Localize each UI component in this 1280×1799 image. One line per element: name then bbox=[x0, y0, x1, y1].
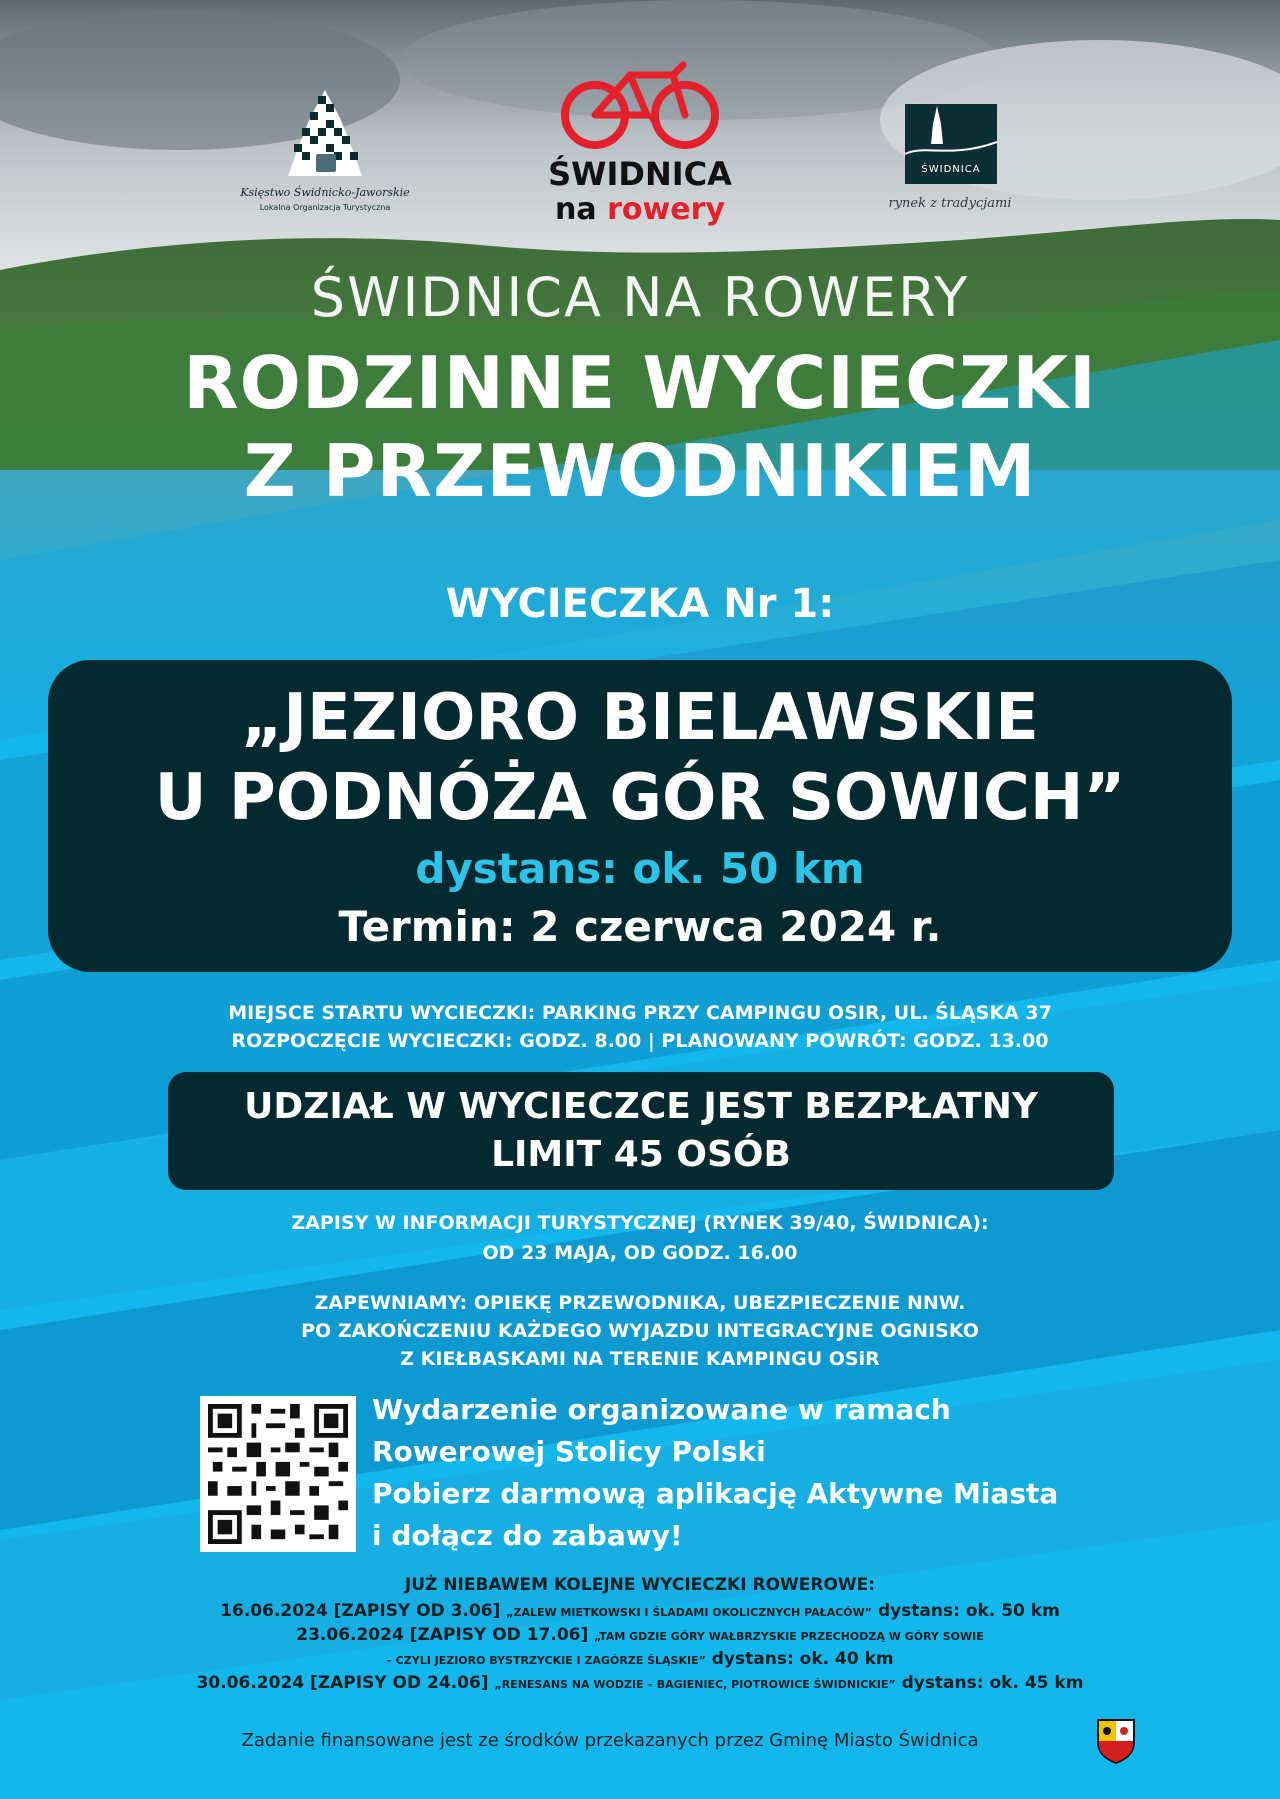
trip-title-line1: „JEZIORO BIELAWSKIE bbox=[241, 681, 1039, 755]
guarantee-line2: PO ZAKOŃCZENIU KAŻDEGO WYJAZDU INTEGRACYJNE OGNISKO bbox=[301, 1320, 979, 1342]
next-trip-2-route-a: „TAM GDZIE GÓRY WAŁBRZYSKIE PRZECHODZĄ W GÓRY SOWIE bbox=[594, 1630, 984, 1643]
trip-title-line2: U PODNÓŻA GÓR SOWICH” bbox=[154, 761, 1126, 835]
logo-na: na bbox=[555, 192, 597, 227]
headline-line2: RODZINNE WYCIECZKI bbox=[183, 341, 1097, 425]
trip-box bbox=[48, 660, 1232, 972]
next-trips-heading: JUŻ NIEBAWEM KOLEJNE WYCIECZKI ROWEROWE: bbox=[404, 1575, 876, 1595]
registration-date: OD 23 MAJA, OD GODZ. 16.00 bbox=[482, 1242, 798, 1264]
next-trip-1-date: 16.06.2024 [ZAPISY OD 3.06] bbox=[220, 1601, 501, 1621]
city-badge bbox=[905, 104, 997, 184]
church-tower-icon bbox=[905, 104, 997, 164]
next-trip-1 bbox=[0, 1600, 1280, 1624]
next-trip-3-date: 30.06.2024 [ZAPISY OD 24.06] bbox=[196, 1673, 489, 1693]
ksiestwo-subtitle: Lokalna Organizacja Turystyczna bbox=[259, 203, 391, 212]
headline-line1: ŚWIDNICA NA ROWERY bbox=[310, 266, 970, 329]
logo-rowery: rowery bbox=[607, 192, 725, 227]
next-trip-2-cont bbox=[0, 1648, 1280, 1672]
city-tagline: rynek z tradycjami bbox=[888, 196, 1012, 211]
qr-code-icon bbox=[208, 1404, 348, 1544]
chessboard-tower-icon bbox=[280, 88, 370, 178]
next-trip-3-route: „RENESANS NA WODZIE – BAGIENIEC, PIOTROWICE ŚWIDNICKIE” bbox=[494, 1678, 896, 1691]
next-trip-1-route: „ZALEW MIETKOWSKI I ŚLADAMI OKOLICZNYCH PAŁACÓW” bbox=[506, 1606, 873, 1619]
participation-limit: LIMIT 45 OSÓB bbox=[491, 1134, 791, 1175]
participation-box bbox=[168, 1072, 1114, 1190]
trip-number: WYCIECZKA Nr 1: bbox=[445, 581, 835, 627]
event-info-line3: Pobierz darmową aplikację Aktywne Miasta bbox=[372, 1477, 1059, 1510]
start-time: ROZPOCZĘCIE WYCIECZKI: GODZ. 8.00 | PLANOWANY POWRÓT: GODZ. 13.00 bbox=[231, 1030, 1049, 1052]
guarantee-line3: Z KIEŁBASKAMI NA TERENIE KAMPINGU OSiR bbox=[400, 1348, 880, 1370]
next-trip-2-date: 23.06.2024 [ZAPISY OD 17.06] bbox=[296, 1625, 589, 1645]
trip-date: Termin: 2 czerwca 2024 r. bbox=[338, 902, 942, 951]
funding-note: Zadanie finansowane jest ze środków przekazanych przez Gminę Miasto Świdnica bbox=[241, 1730, 979, 1751]
next-trip-2 bbox=[0, 1624, 1280, 1648]
next-trip-2-route-b: – CZYLI JEZIORO BYSTRZYCKIE I ZAGÓRZE ŚLĄSKIE” bbox=[386, 1654, 706, 1667]
logo-city: ŚWIDNICA bbox=[548, 155, 732, 193]
next-trip-2-distance: dystans: ok. 40 km bbox=[711, 1649, 894, 1669]
swidnica-na-rowery-logo bbox=[540, 60, 740, 240]
start-place: MIEJSCE STARTU WYCIECZKI: PARKING PRZY CAMPINGU OSIR, UL. ŚLĄSKA 37 bbox=[228, 1002, 1052, 1024]
headline-line3: Z PRZEWODNIKIEM bbox=[243, 429, 1037, 513]
event-info-line1: Wydarzenie organizowane w ramach bbox=[372, 1393, 951, 1426]
bicycle-icon bbox=[555, 60, 725, 150]
qr-code[interactable] bbox=[200, 1396, 356, 1552]
event-info-line4: i dołącz do zabawy! bbox=[372, 1519, 683, 1552]
swidnica-city-logo bbox=[875, 92, 1015, 222]
ksiestwo-name: Księstwo Świdnicko-Jaworskie bbox=[240, 186, 410, 199]
registration-place: ZAPISY W INFORMACJI TURYSTYCZNEJ (RYNEK 39/40, ŚWIDNICA): bbox=[291, 1212, 989, 1234]
coat-of-arms-icon bbox=[1096, 1718, 1136, 1764]
trip-distance: dystans: ok. 50 km bbox=[415, 844, 865, 893]
next-trip-3-distance: dystans: ok. 45 km bbox=[901, 1673, 1084, 1693]
participation-free: UDZIAŁ W WYCIECZCE JEST BEZPŁATNY bbox=[244, 1086, 1038, 1127]
next-trip-1-distance: dystans: ok. 50 km bbox=[877, 1601, 1060, 1621]
city-badge-label: ŚWIDNICA bbox=[921, 164, 981, 175]
guarantee-line1: ZAPEWNIAMY: OPIEKĘ PRZEWODNIKA, UBEZPIECZENIE NNW. bbox=[314, 1292, 966, 1314]
event-info-line2: Rowerowej Stolicy Polski bbox=[372, 1435, 766, 1468]
next-trip-3 bbox=[0, 1672, 1280, 1696]
logo-tagline bbox=[540, 192, 740, 227]
ksiestwo-logo bbox=[230, 88, 420, 218]
